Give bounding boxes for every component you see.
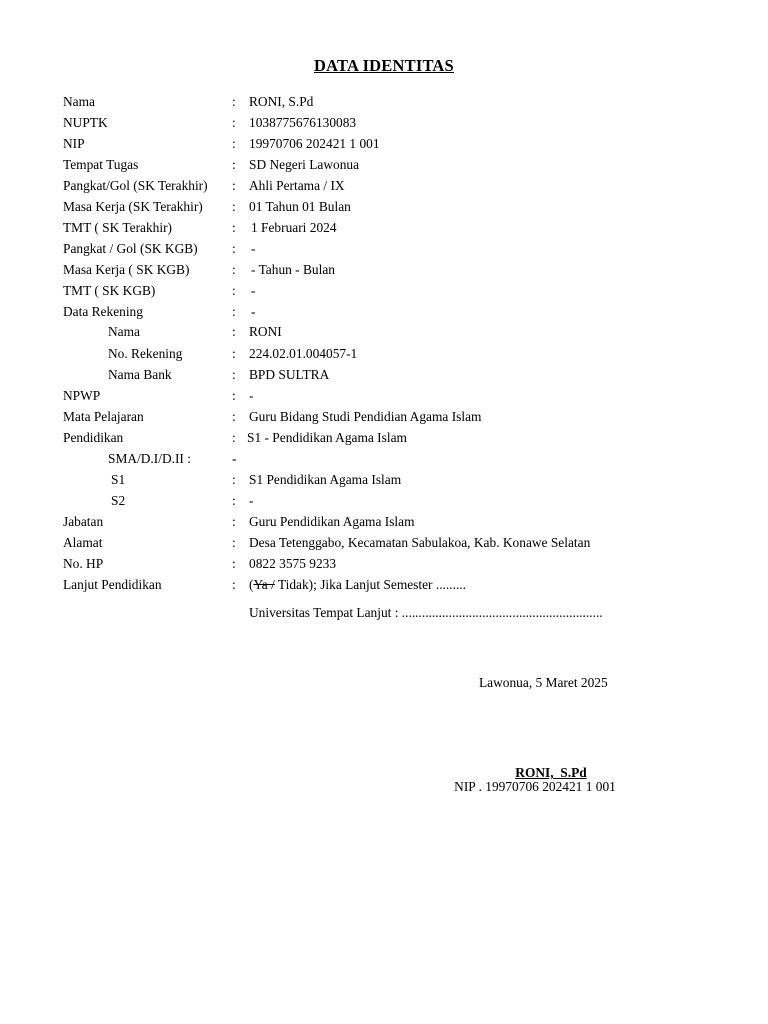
field-colon: : (232, 304, 236, 319)
field-label: Data Rekening (63, 304, 143, 319)
field-colon: : (232, 514, 236, 529)
field-colon: : (232, 409, 236, 424)
field-row-pangkat-kgb (0, 241, 768, 262)
field-colon: : (232, 199, 236, 214)
field-colon: : (232, 136, 236, 151)
field-value: RONI (249, 324, 282, 339)
field-label: Pendidikan (63, 430, 124, 445)
field-label: SMA/D.I/D.II : (108, 451, 191, 466)
field-row-no-rekening (0, 346, 768, 367)
field-label: Nama Bank (108, 367, 172, 382)
field-value: SD Negeri Lawonua (249, 157, 360, 172)
lanjut-open-paren: ( (249, 577, 254, 592)
field-value: - (251, 241, 256, 256)
field-colon: : (232, 493, 236, 508)
field-row-pendidikan (0, 430, 768, 451)
field-row-s1 (0, 472, 768, 493)
field-label: Mata Pelajaran (63, 409, 144, 424)
field-row-mata-pelajaran (0, 409, 768, 430)
field-colon: - (232, 451, 237, 466)
signer-nip: NIP . 19970706 202421 1 001 (454, 779, 616, 794)
field-label: S1 (111, 472, 126, 487)
field-label: Nama (63, 94, 95, 109)
field-value: Guru Bidang Studi Pendidian Agama Islam (249, 409, 482, 424)
field-label: NUPTK (63, 115, 108, 130)
lanjut-choice (249, 577, 466, 593)
field-label: Masa Kerja (SK Terakhir) (63, 199, 203, 214)
field-value: 1038775676130083 (249, 115, 357, 130)
field-row-npwp (0, 388, 768, 409)
document-title: DATA IDENTITAS (314, 56, 454, 75)
field-label: No. Rekening (108, 346, 183, 361)
field-value: - (251, 283, 256, 298)
field-colon: : (232, 388, 236, 403)
field-row-tmt-terakhir (0, 220, 768, 241)
field-value: Desa Tetenggabo, Kecamatan Sabulakoa, Kab. Konawe Selatan (249, 535, 591, 550)
field-colon: : (232, 577, 236, 592)
field-value: 1 Februari 2024 (251, 220, 337, 235)
field-row-masa-kerja-kgb (0, 262, 768, 283)
field-value: RONI, S.Pd (249, 94, 314, 109)
field-row-pangkat-terakhir (0, 178, 768, 199)
field-row-alamat (0, 535, 768, 556)
field-label: Jabatan (63, 514, 104, 529)
field-row-lanjut-pendidikan (0, 577, 768, 598)
field-value: 19970706 202421 1 001 (249, 136, 380, 151)
universitas-line: Universitas Tempat Lanjut : ............................................................ (249, 605, 603, 620)
field-colon: : (232, 262, 236, 277)
field-label: Masa Kerja ( SK KGB) (63, 262, 190, 277)
field-label: NPWP (63, 388, 101, 403)
field-value: S1 Pendidikan Agama Islam (249, 472, 402, 487)
field-colon: : (232, 346, 236, 361)
field-label: Lanjut Pendidikan (63, 577, 162, 592)
field-value: S1 - Pendidikan Agama Islam (247, 430, 407, 445)
field-row-sma (0, 451, 768, 472)
field-colon: : (232, 324, 236, 339)
field-value: BPD SULTRA (249, 367, 330, 382)
field-value: 01 Tahun 01 Bulan (249, 199, 351, 214)
field-value: - Tahun - Bulan (251, 262, 335, 277)
field-label: TMT ( SK KGB) (63, 283, 156, 298)
field-value: Ahli Pertama / IX (249, 178, 345, 193)
field-value: 224.02.01.004057-1 (249, 346, 358, 361)
field-value: - (249, 493, 254, 508)
field-row-rekening-nama (0, 324, 768, 345)
place-date: Lawonua, 5 Maret 2025 (479, 675, 608, 690)
signer-name: RONI, S.Pd (515, 765, 587, 780)
field-row-nuptk (0, 115, 768, 136)
field-colon: : (232, 115, 236, 130)
field-value: - (251, 304, 256, 319)
field-row-tempat-tugas (0, 157, 768, 178)
field-colon: : (232, 178, 236, 193)
field-colon: : (232, 157, 236, 172)
field-row-data-rekening (0, 304, 768, 325)
field-value: - (249, 388, 254, 403)
field-row-tmt-kgb (0, 283, 768, 304)
field-row-masa-kerja-terakhir (0, 199, 768, 220)
lanjut-rest: Tidak); Jika Lanjut Semester ......... (274, 577, 466, 592)
field-colon: : (232, 556, 236, 571)
field-value: 0822 3575 9233 (249, 556, 337, 571)
field-label: NIP (63, 136, 85, 151)
field-label: S2 (111, 493, 126, 508)
field-colon: : (232, 283, 236, 298)
field-colon: : (232, 94, 236, 109)
field-colon: : (232, 430, 236, 445)
lanjut-struck-option: Ya / (253, 577, 275, 592)
field-row-no-hp (0, 556, 768, 577)
field-row-s2 (0, 493, 768, 514)
field-colon: : (232, 472, 236, 487)
field-label: Tempat Tugas (63, 157, 139, 172)
field-row-jabatan (0, 514, 768, 535)
field-label: Nama (108, 324, 140, 339)
field-label: Alamat (63, 535, 103, 550)
field-colon: : (232, 367, 236, 382)
field-colon: : (232, 220, 236, 235)
field-colon: : (232, 535, 236, 550)
field-row-nama (0, 94, 768, 115)
field-label: No. HP (63, 556, 104, 571)
field-label: TMT ( SK Terakhir) (63, 220, 173, 235)
field-value: Guru Pendidikan Agama Islam (249, 514, 415, 529)
field-label: Pangkat / Gol (SK KGB) (63, 241, 198, 256)
field-row-nip (0, 136, 768, 157)
field-colon: : (232, 241, 236, 256)
field-label: Pangkat/Gol (SK Terakhir) (63, 178, 208, 193)
field-row-nama-bank (0, 367, 768, 388)
